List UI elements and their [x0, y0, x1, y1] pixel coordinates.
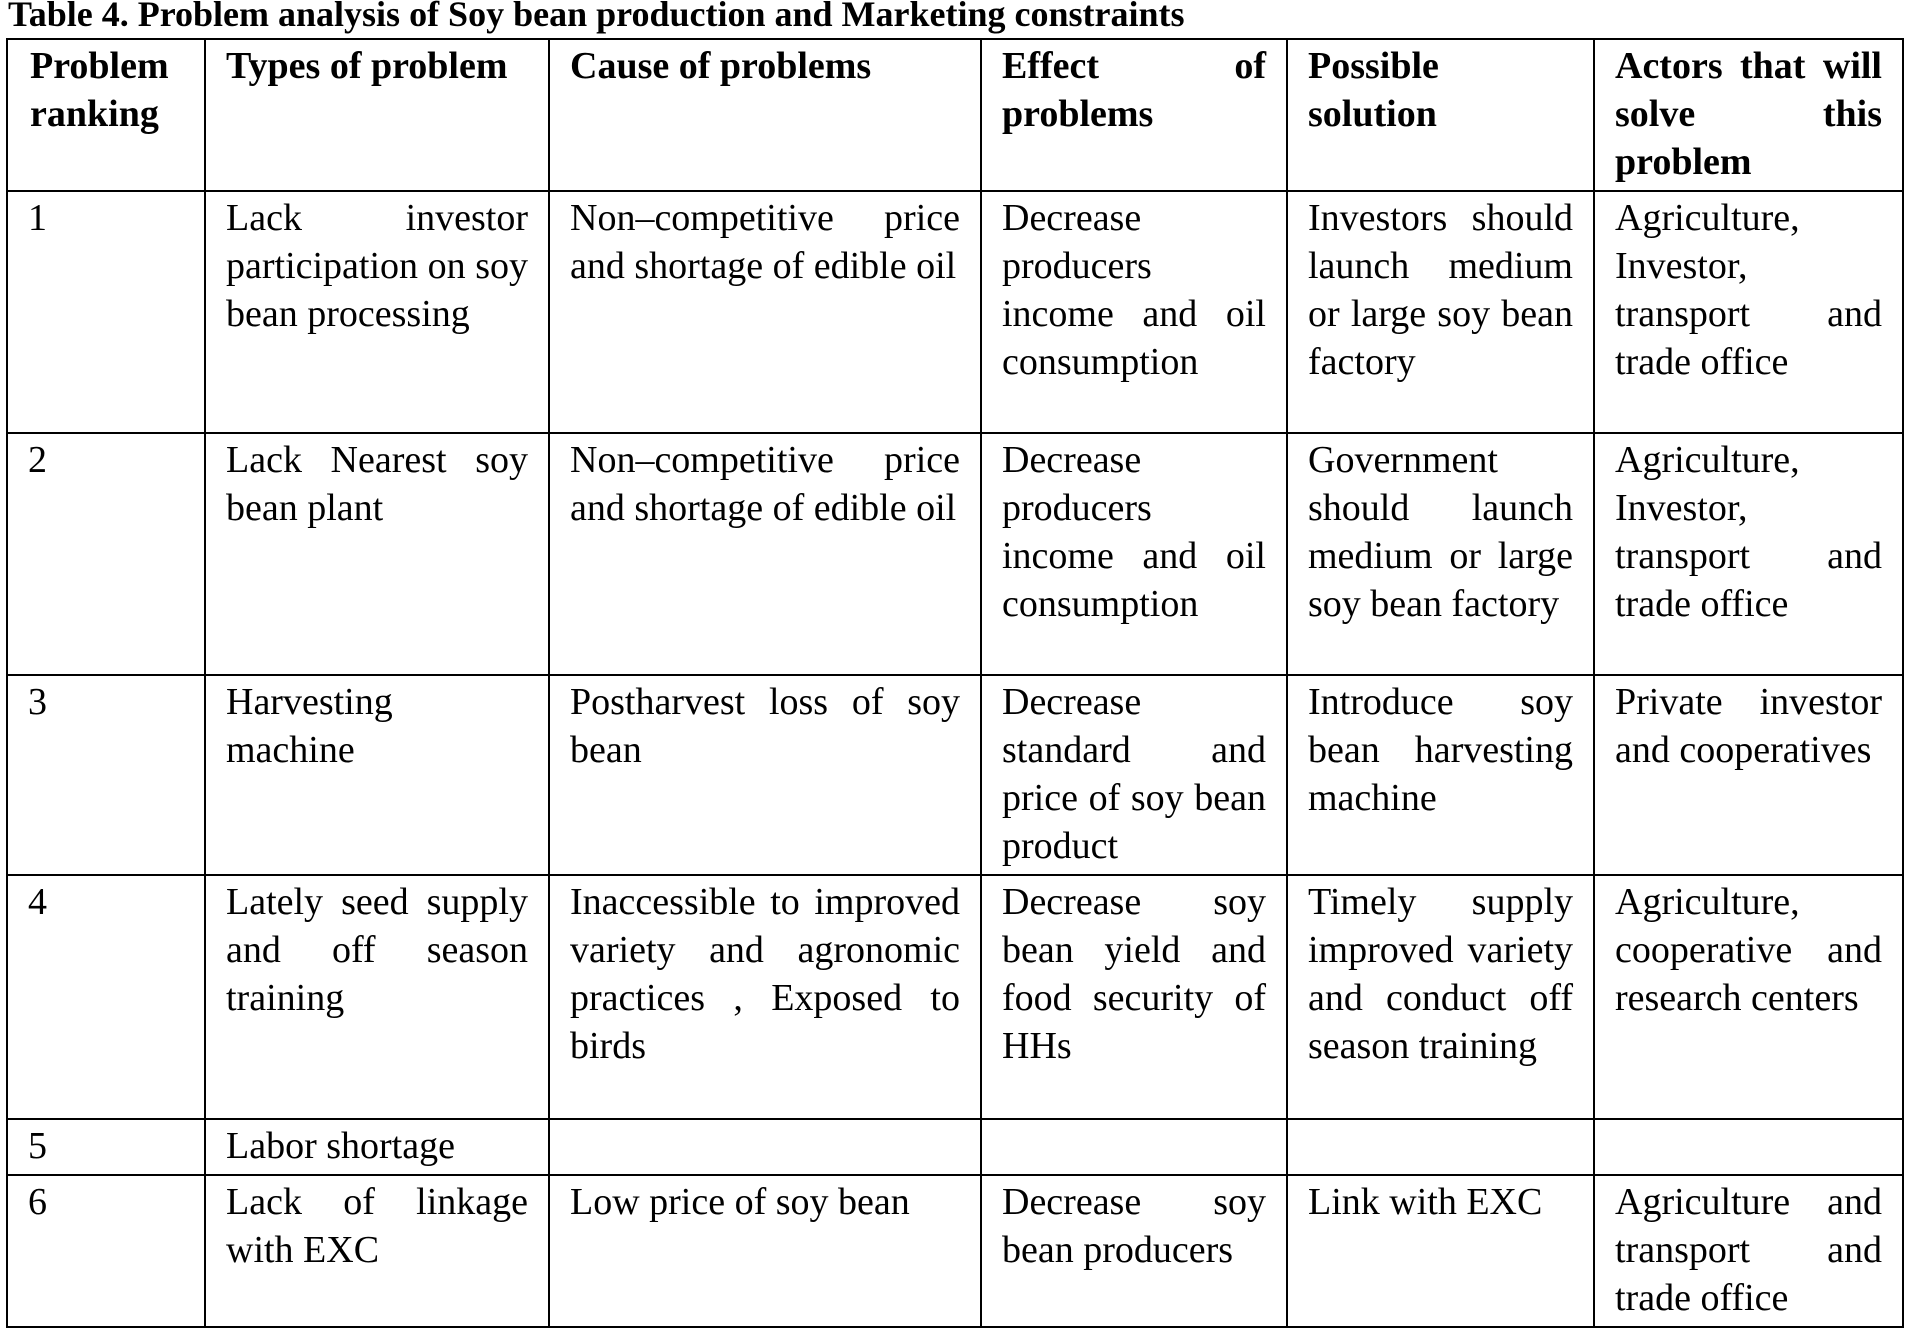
cell-cause: Postharvest loss of soy bean: [549, 675, 981, 875]
cell-solution: Introduce soy bean harvesting machine: [1287, 675, 1594, 875]
table-row: [7, 191, 1903, 433]
cell-type: Lack of linkage with EXC: [205, 1175, 549, 1327]
cell-effect: Decrease soy bean producers: [981, 1175, 1287, 1327]
problem-analysis-table: [6, 38, 1904, 1328]
cell-solution: Link with EXC: [1287, 1175, 1594, 1327]
cell-effect: Decrease producers income and oil consumption: [981, 433, 1287, 675]
cell-type: Labor shortage: [205, 1119, 549, 1175]
cell-rank: 6: [7, 1175, 205, 1327]
cell-type: Lack Nearest soy bean plant: [205, 433, 549, 675]
table-caption: Table 4. Problem analysis of Soy bean production and Marketing constraints: [8, 0, 1185, 34]
cell-rank: 2: [7, 433, 205, 675]
cell-actors: [1594, 1119, 1903, 1175]
cell-actors: Agriculture, Investor, transport and trade office: [1594, 191, 1903, 433]
header-problem-ranking: Problem ranking: [7, 39, 205, 191]
header-cause-of-problems: Cause of problems: [549, 39, 981, 191]
table-row: [7, 1175, 1903, 1327]
cell-cause: [549, 1119, 981, 1175]
cell-effect: Decrease standard and price of soy bean product: [981, 675, 1287, 875]
cell-rank: 3: [7, 675, 205, 875]
header-actors: Actors that will solve this problem: [1594, 39, 1903, 191]
table-row: [7, 433, 1903, 675]
cell-cause: Non–competitive price and shortage of edible oil: [549, 433, 981, 675]
cell-rank: 1: [7, 191, 205, 433]
cell-type: Lately seed supply and off season training: [205, 875, 549, 1119]
cell-effect: [981, 1119, 1287, 1175]
cell-cause: Low price of soy bean: [549, 1175, 981, 1327]
cell-actors: Agriculture and transport and trade office: [1594, 1175, 1903, 1327]
table-row: [7, 675, 1903, 875]
cell-type: Lack investor participation on soy bean processing: [205, 191, 549, 433]
cell-cause: Non–competitive price and shortage of edible oil: [549, 191, 981, 433]
cell-actors: Agriculture, Investor, transport and trade office: [1594, 433, 1903, 675]
header-effect-of-problems: Effect of problems: [981, 39, 1287, 191]
table-row: [7, 875, 1903, 1119]
cell-solution: Government should launch medium or large soy bean factory: [1287, 433, 1594, 675]
cell-actors: Private investor and cooperatives: [1594, 675, 1903, 875]
table-row: [7, 1119, 1903, 1175]
table-header-row: [7, 39, 1903, 191]
cell-rank: 5: [7, 1119, 205, 1175]
cell-effect: Decrease producers income and oil consumption: [981, 191, 1287, 433]
header-types-of-problem: Types of problem: [205, 39, 549, 191]
cell-type: Harvesting machine: [205, 675, 549, 875]
cell-effect: Decrease soy bean yield and food security of HHs: [981, 875, 1287, 1119]
cell-actors: Agriculture, cooperative and research centers: [1594, 875, 1903, 1119]
header-possible-solution: Possible solution: [1287, 39, 1594, 191]
cell-cause: Inaccessible to improved variety and agronomic practices , Exposed to birds: [549, 875, 981, 1119]
cell-solution: Timely supply improved variety and conduct off season training: [1287, 875, 1594, 1119]
cell-solution: Investors should launch medium or large soy bean factory: [1287, 191, 1594, 433]
cell-solution: [1287, 1119, 1594, 1175]
cell-rank: 4: [7, 875, 205, 1119]
